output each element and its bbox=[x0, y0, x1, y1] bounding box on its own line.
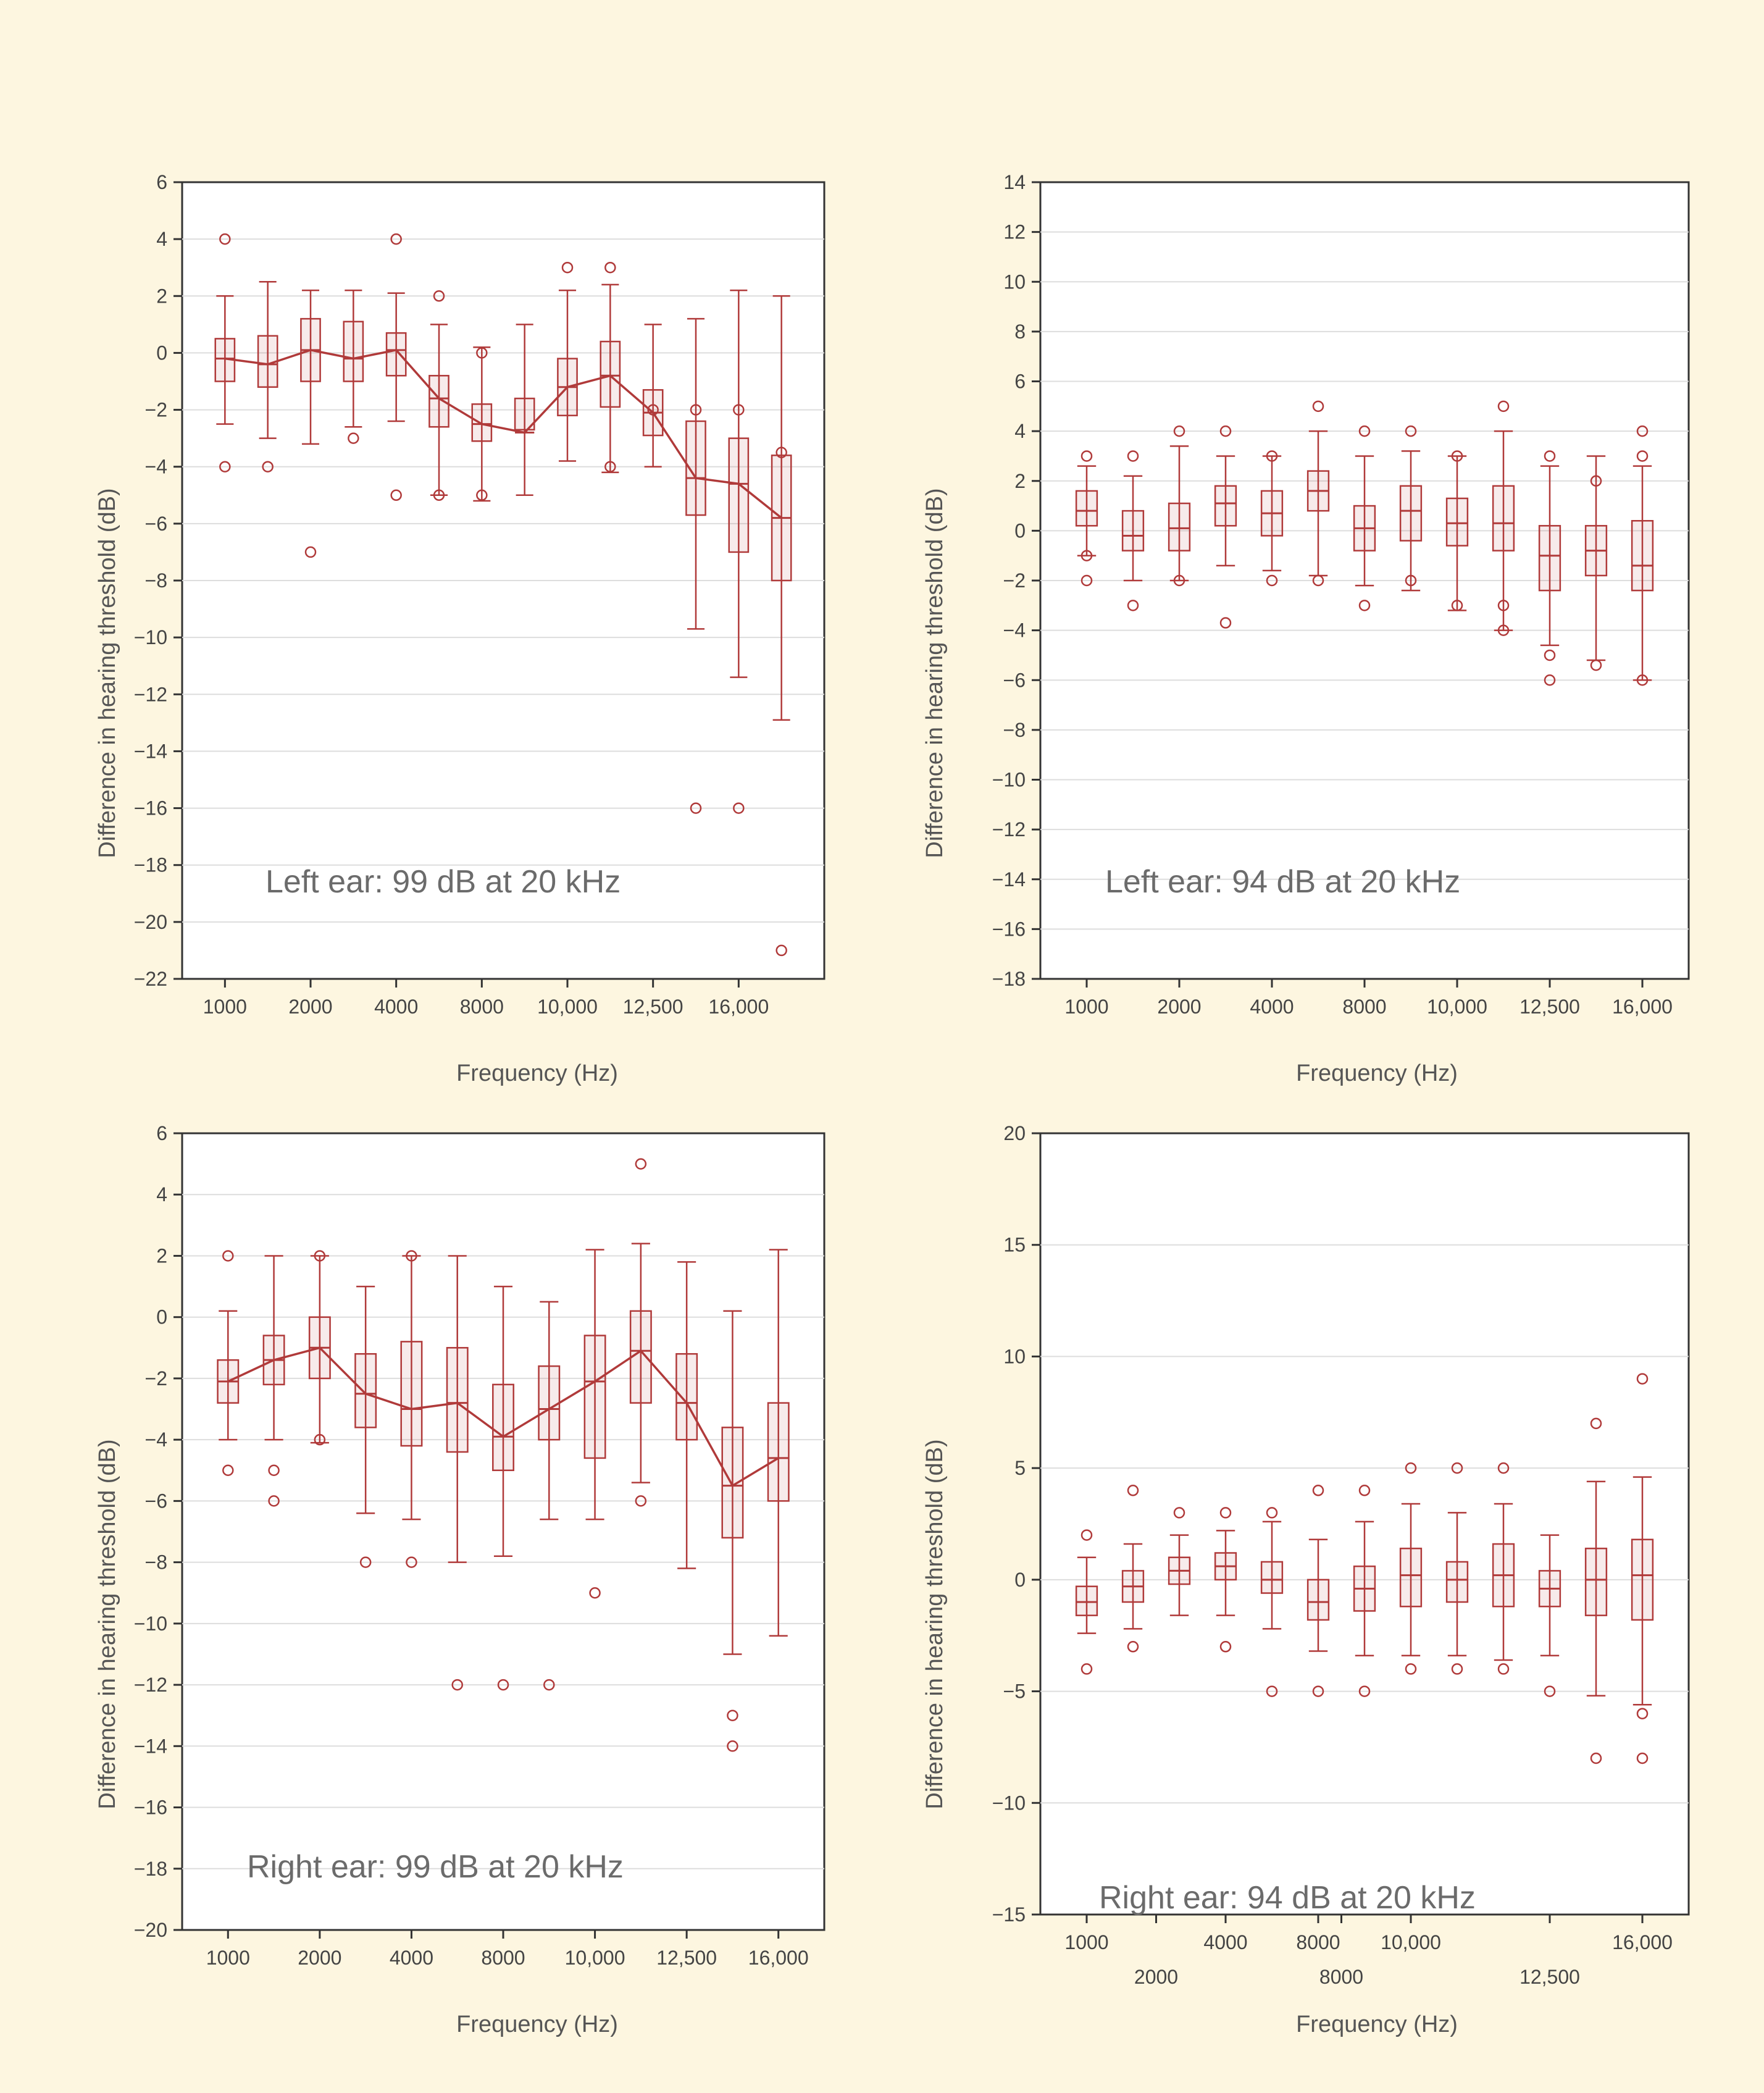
y-axis-title-group bbox=[94, 488, 120, 858]
y-tick-label: 2 bbox=[156, 1244, 167, 1267]
y-axis-title-group bbox=[922, 1439, 948, 1809]
plot-area-bottom-left bbox=[134, 1122, 824, 1969]
y-tick-label: 2 bbox=[156, 285, 167, 308]
panel-top-right-svg bbox=[920, 161, 1716, 1099]
y-tick-label: −4 bbox=[144, 1428, 167, 1451]
y-tick-label: 10 bbox=[1003, 1345, 1026, 1368]
y-axis-title: Difference in hearing threshold (dB) bbox=[922, 488, 948, 858]
y-tick-label: 4 bbox=[156, 228, 167, 251]
y-tick-label: −4 bbox=[144, 455, 167, 478]
plot-area-bottom-right bbox=[992, 1122, 1689, 1988]
panel-annotation: Right ear: 94 dB at 20 kHz bbox=[1099, 1880, 1476, 1916]
y-tick-label: −6 bbox=[144, 512, 167, 535]
y-axis-title-group bbox=[922, 488, 948, 858]
y-tick-label: −16 bbox=[133, 1796, 167, 1819]
panel-bottom-right-svg bbox=[920, 1112, 1716, 2050]
y-tick-label: 20 bbox=[1003, 1122, 1026, 1144]
y-tick-label: −6 bbox=[144, 1490, 167, 1512]
y-tick-label: −10 bbox=[133, 1612, 167, 1635]
panel-top-left bbox=[93, 161, 858, 1099]
y-tick-label: 0 bbox=[1014, 1568, 1026, 1591]
x-tick-label: 8000 bbox=[481, 1947, 525, 1969]
panel-top-left-svg bbox=[93, 161, 858, 1099]
y-tick-label: −16 bbox=[992, 918, 1026, 941]
y-tick-label: 5 bbox=[1014, 1457, 1026, 1480]
y-axis-title: Difference in hearing threshold (dB) bbox=[922, 1439, 948, 1810]
x-tick-label: 12,500 bbox=[1519, 1966, 1580, 1988]
x-tick-label: 8000 bbox=[1296, 1931, 1340, 1953]
y-tick-label: −2 bbox=[144, 1367, 167, 1390]
x-tick-label: 1000 bbox=[206, 1947, 250, 1969]
y-tick-label: −8 bbox=[1003, 718, 1026, 741]
y-tick-label: 15 bbox=[1003, 1233, 1026, 1256]
panel-bottom-left-svg bbox=[93, 1112, 858, 2050]
x-tick-label: 2000 bbox=[298, 1947, 342, 1969]
y-tick-label: 12 bbox=[1003, 220, 1026, 243]
y-tick-label: −8 bbox=[144, 569, 167, 592]
y-tick-label: −18 bbox=[133, 854, 167, 876]
x-tick-label: 10,000 bbox=[1427, 996, 1487, 1018]
x-tick-label: 1000 bbox=[1064, 1931, 1109, 1953]
y-tick-label: −12 bbox=[992, 818, 1026, 841]
y-tick-label: 6 bbox=[1014, 370, 1026, 393]
y-tick-label: −6 bbox=[1003, 669, 1026, 692]
y-tick-label: 0 bbox=[1014, 519, 1026, 542]
y-tick-label: −5 bbox=[1003, 1680, 1026, 1703]
y-tick-label: −14 bbox=[133, 1735, 167, 1758]
x-tick-label: 10,000 bbox=[564, 1947, 625, 1969]
y-axis-title-group bbox=[94, 1439, 120, 1809]
panel-bottom-left bbox=[93, 1112, 858, 2050]
panel-annotation: Left ear: 99 dB at 20 kHz bbox=[265, 864, 621, 900]
y-tick-label: 14 bbox=[1003, 171, 1026, 193]
x-tick-label: 16,000 bbox=[708, 996, 769, 1018]
x-axis-title: Frequency (Hz) bbox=[1296, 1060, 1458, 1086]
y-tick-label: −12 bbox=[133, 683, 167, 706]
x-tick-label: 4000 bbox=[1203, 1931, 1248, 1953]
x-tick-label: 2000 bbox=[288, 996, 333, 1018]
x-tick-label: 4000 bbox=[389, 1947, 434, 1969]
y-tick-label: −22 bbox=[133, 968, 167, 990]
x-tick-label: 1000 bbox=[1064, 996, 1109, 1018]
y-tick-label: 8 bbox=[1014, 320, 1026, 343]
x-tick-label: 16,000 bbox=[748, 1947, 809, 1969]
x-tick-label: 12,500 bbox=[622, 996, 683, 1018]
y-tick-label: −16 bbox=[133, 797, 167, 820]
y-tick-label: −18 bbox=[992, 968, 1026, 990]
x-tick-label: 8000 bbox=[459, 996, 504, 1018]
y-tick-label: −10 bbox=[133, 626, 167, 649]
x-tick-label: 16,000 bbox=[1612, 996, 1673, 1018]
y-tick-label: −4 bbox=[1003, 619, 1026, 642]
x-tick-label: 4000 bbox=[1250, 996, 1294, 1018]
y-tick-label: −14 bbox=[133, 740, 167, 763]
y-tick-label: 6 bbox=[156, 1122, 167, 1144]
y-tick-label: 4 bbox=[156, 1183, 167, 1206]
panel-bottom-right bbox=[920, 1112, 1716, 2050]
panel-annotation: Left ear: 94 dB at 20 kHz bbox=[1105, 864, 1461, 900]
y-tick-label: 4 bbox=[1014, 420, 1026, 443]
x-tick-label: 16,000 bbox=[1612, 1931, 1673, 1953]
y-tick-label: −8 bbox=[144, 1551, 167, 1574]
x-tick-label: 1000 bbox=[203, 996, 247, 1018]
y-tick-label: 2 bbox=[1014, 469, 1026, 492]
y-tick-label: −20 bbox=[133, 910, 167, 933]
y-tick-label: 0 bbox=[156, 1306, 167, 1328]
x-tick-label: 10,000 bbox=[537, 996, 598, 1018]
panel-annotation: Right ear: 99 dB at 20 kHz bbox=[247, 1849, 624, 1885]
y-tick-label: −18 bbox=[133, 1857, 167, 1880]
x-tick-label: 2000 bbox=[1134, 1966, 1179, 1988]
y-tick-label: −14 bbox=[992, 868, 1026, 891]
y-axis-title: Difference in hearing threshold (dB) bbox=[94, 488, 120, 858]
x-tick-label: 4000 bbox=[374, 996, 419, 1018]
x-tick-label: 2000 bbox=[1157, 996, 1202, 1018]
y-tick-label: 6 bbox=[156, 171, 167, 193]
y-tick-label: −2 bbox=[1003, 569, 1026, 592]
x-axis-title: Frequency (Hz) bbox=[1296, 2011, 1458, 2037]
x-tick-label: 8000 bbox=[1342, 996, 1387, 1018]
x-tick-label: 12,500 bbox=[656, 1947, 717, 1969]
y-tick-label: −2 bbox=[144, 398, 167, 421]
x-tick-label: 12,500 bbox=[1519, 996, 1580, 1018]
y-tick-label: −15 bbox=[992, 1903, 1026, 1926]
x-tick-label: 8000 bbox=[1319, 1966, 1364, 1988]
x-axis-title: Frequency (Hz) bbox=[456, 2011, 618, 2037]
x-axis-title: Frequency (Hz) bbox=[456, 1060, 618, 1086]
y-axis-title: Difference in hearing threshold (dB) bbox=[94, 1439, 120, 1810]
y-tick-label: −20 bbox=[133, 1919, 167, 1941]
x-tick-label: 10,000 bbox=[1381, 1931, 1441, 1953]
y-tick-label: 0 bbox=[156, 342, 167, 364]
panel-top-right bbox=[920, 161, 1716, 1099]
y-tick-label: −10 bbox=[992, 768, 1026, 791]
y-tick-label: 10 bbox=[1003, 271, 1026, 293]
y-tick-label: −10 bbox=[992, 1792, 1026, 1814]
y-tick-label: −12 bbox=[133, 1674, 167, 1697]
